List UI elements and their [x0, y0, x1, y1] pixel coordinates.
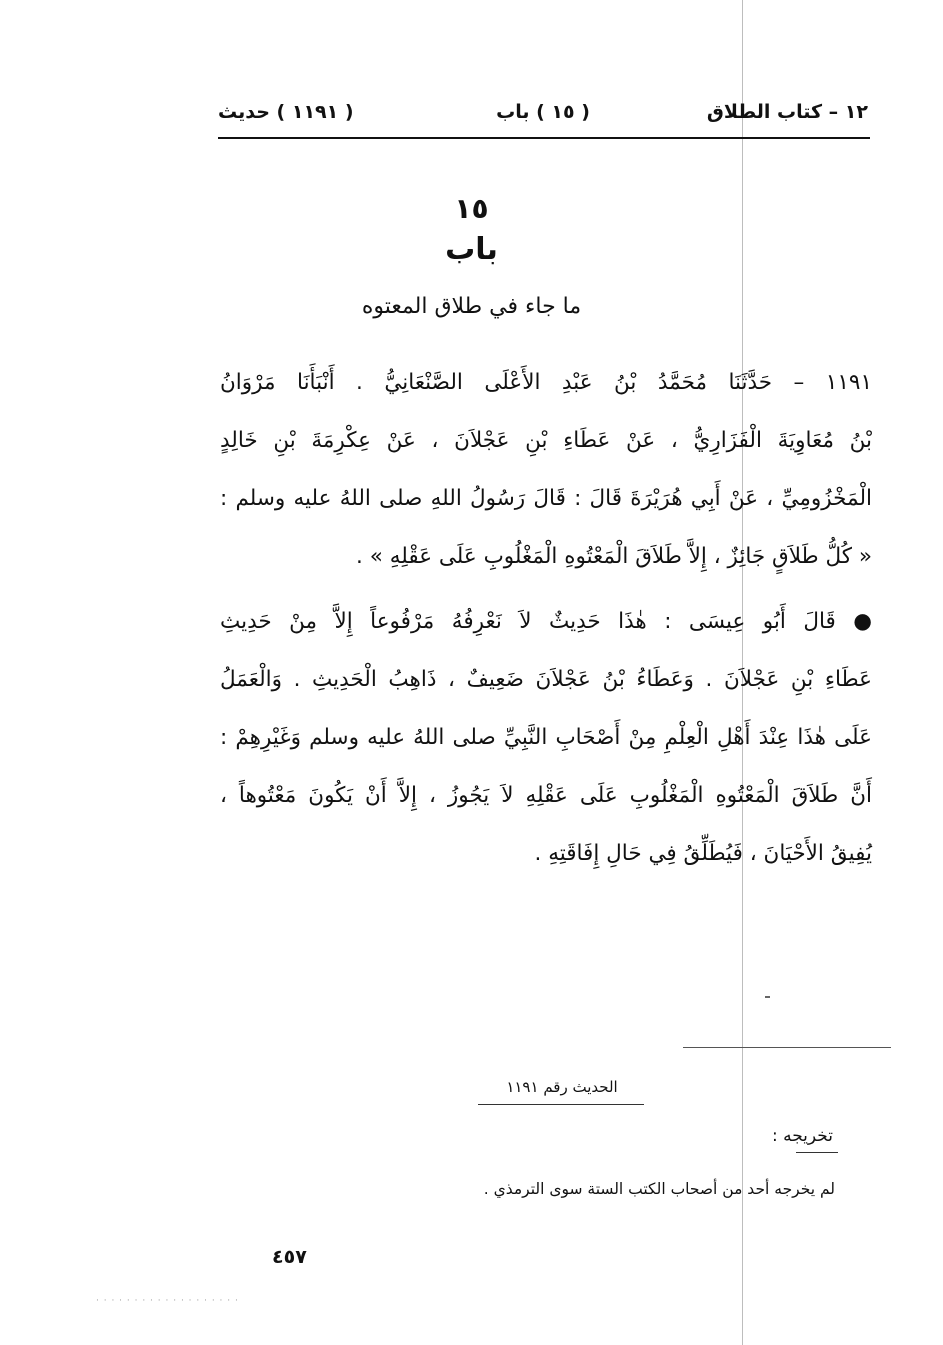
scan-mark [765, 996, 770, 998]
footnote-reference-underline [478, 1104, 644, 1105]
text-line: عَطَاءِ بْنِ عَجْلاَنَ . وَعَطَاءُ بْنُ عَجْلاَنَ ضَعِيفٌ ، ذَاهِبُ الْحَدِيثِ . وَالْعَمَلُ [220, 667, 872, 692]
footnote-heading: تخريجه : [771, 1126, 833, 1146]
text-line: يُفِيقُ الأَحْيَانَ ، فَيُطَلِّقُ فِي حَالِ إِفَاقَتِهِ . [534, 841, 872, 866]
chapter-word: باب [445, 232, 498, 267]
header-chapter: ( ١٥ ) باب [496, 101, 590, 123]
text-line: بْنُ مُعَاوِيَةَ الْفَزَارِيُّ ، عَنْ عَطَاءِ بْنِ عَجْلاَنَ ، عَنْ عِكْرِمَةَ بْنِ خَالِدٍ [220, 428, 872, 453]
footnote-separator [683, 1047, 891, 1048]
text-line: الْمَخْزُومِيِّ ، عَنْ أَبِي هُرَيْرَةَ قَالَ : قَالَ رَسُولُ اللهِ صلى اللهُ عليه وسلم : [220, 486, 872, 511]
footnote-text: لم يخرجه أحد من أصحاب الكتب الستة سوى الترمذي . [483, 1180, 835, 1198]
text-line: ● قَالَ أَبُو عِيسَى : هٰذَا حَدِيثٌ لاَ نَعْرِفُهُ مَرْفُوعاً إِلاَّ مِنْ حَدِيثِ [220, 609, 872, 634]
footnote-heading-underline [796, 1152, 838, 1153]
page-number: ٤٥٧ [272, 1246, 307, 1268]
text-line: « كُلُّ طَلاَقٍ جَائِزٌ ، إِلاَّ طَلاَقَ الْمَعْتُوهِ الْمَغْلُوبِ عَلَى عَقْلِهِ » . [356, 544, 872, 569]
text-line: عَلَى هٰذَا عِنْدَ أَهْلِ الْعِلْمِ مِنْ أَصْحَابِ النَّبِيِّ صلى اللهُ عليه وسلم وَغَيْرِهِمْ : [220, 725, 872, 750]
scan-noise: · · · · · · · · · · · · · · · · · · · [96, 1296, 239, 1306]
text-line: ١١٩١ – حَدَّثَنَا مُحَمَّدُ بْنُ عَبْدِ الأَعْلَى الصَّنْعَانِيُّ . أَنْبَأَنَا مَرْوَانُ [220, 370, 872, 395]
header-rule [218, 137, 870, 139]
running-header [218, 95, 868, 135]
text-line: أَنَّ طَلاَقَ الْمَعْتُوهِ الْمَغْلُوبِ عَلَى عَقْلِهِ لاَ يَجُوزُ ، إِلاَّ أَنْ يَكُونَ مَعْتُوهاً ، [220, 783, 872, 808]
header-book-title: ١٢ – كتاب الطلاق [706, 101, 868, 123]
footnote-reference: الحديث رقم ١١٩١ [506, 1078, 618, 1096]
header-hadith-number: ( ١١٩١ ) حديث [218, 101, 354, 123]
chapter-number: ١٥ [454, 192, 489, 225]
chapter-title: ما جاء في طلاق المعتوه [361, 294, 582, 319]
